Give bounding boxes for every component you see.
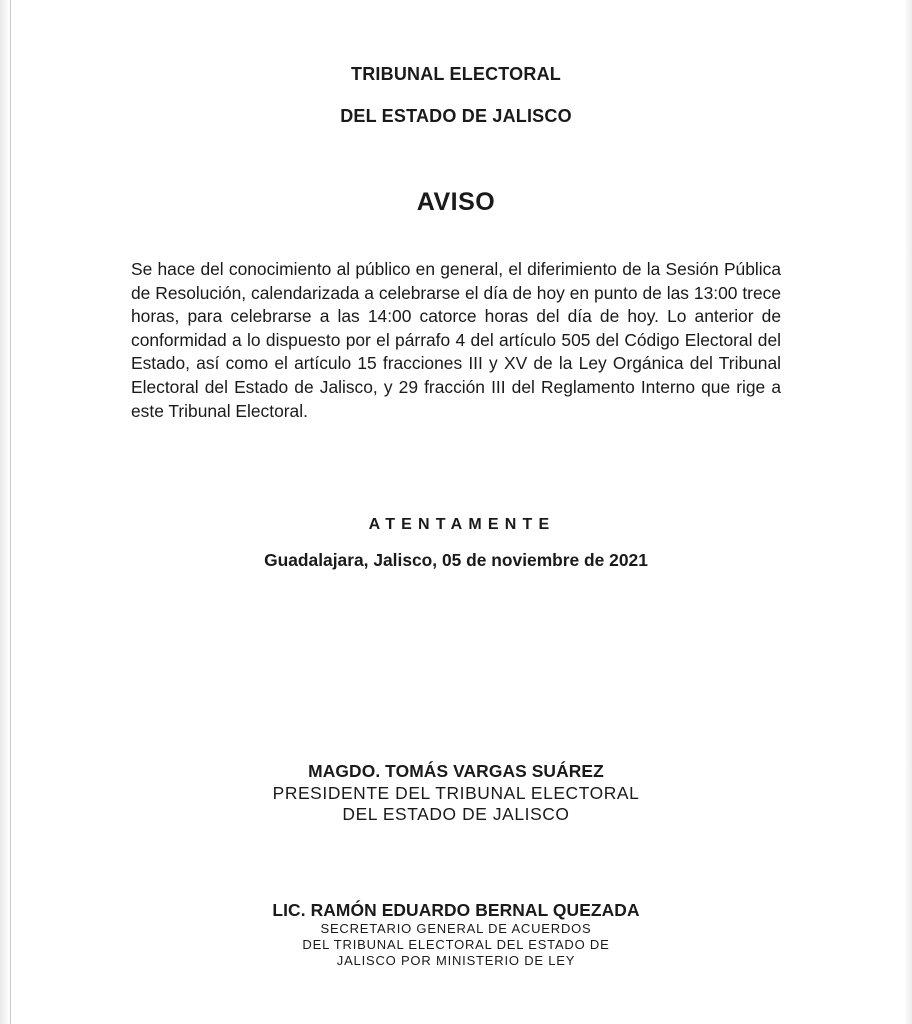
signature-1-title-line-2: DEL ESTADO DE JALISCO bbox=[342, 804, 570, 824]
header-line-1: TRIBUNAL ELECTORAL bbox=[351, 64, 561, 84]
signature-2-name: LIC. RAMÓN EDUARDO BERNAL QUEZADA bbox=[272, 900, 640, 920]
signature-2-title-line-2: DEL TRIBUNAL ELECTORAL DEL ESTADO DE bbox=[302, 937, 610, 952]
place-date: Guadalajara, Jalisco, 05 de noviembre de 2021 bbox=[264, 550, 648, 570]
signature-1-title-line-1: PRESIDENTE DEL TRIBUNAL ELECTORAL bbox=[272, 783, 640, 803]
signature-1-name: MAGDO. TOMÁS VARGAS SUÁREZ bbox=[308, 761, 604, 781]
signature-2-title-line-3: JALISCO POR MINISTERIO DE LEY bbox=[336, 953, 576, 968]
document-title: AVISO bbox=[416, 188, 496, 216]
header-line-2: DEL ESTADO DE JALISCO bbox=[340, 106, 572, 126]
notice-body: Se hace del conocimiento al público en general, el diferimiento de la Sesión Pública de Resolución, calendarizada a celebrarse el día de hoy en punto de las 13:00 trece horas, para celebrarse a las 14:00 catorce horas del día de hoy. Lo anterior de conformidad a lo dispuesto por el párrafo 4 del artículo 505 del Código Electoral del Estado, así como el artículo 15 fracciones III y XV de la Ley Orgánica del Tribunal Electoral del Estado de Jalisco, y 29 fracción III del Reglamento Interno que rige a este Tribunal Electoral. bbox=[131, 259, 781, 421]
closing-salutation: ATENTAMENTE bbox=[368, 516, 556, 533]
signature-2-title-line-1: SECRETARIO GENERAL DE ACUERDOS bbox=[320, 921, 592, 936]
